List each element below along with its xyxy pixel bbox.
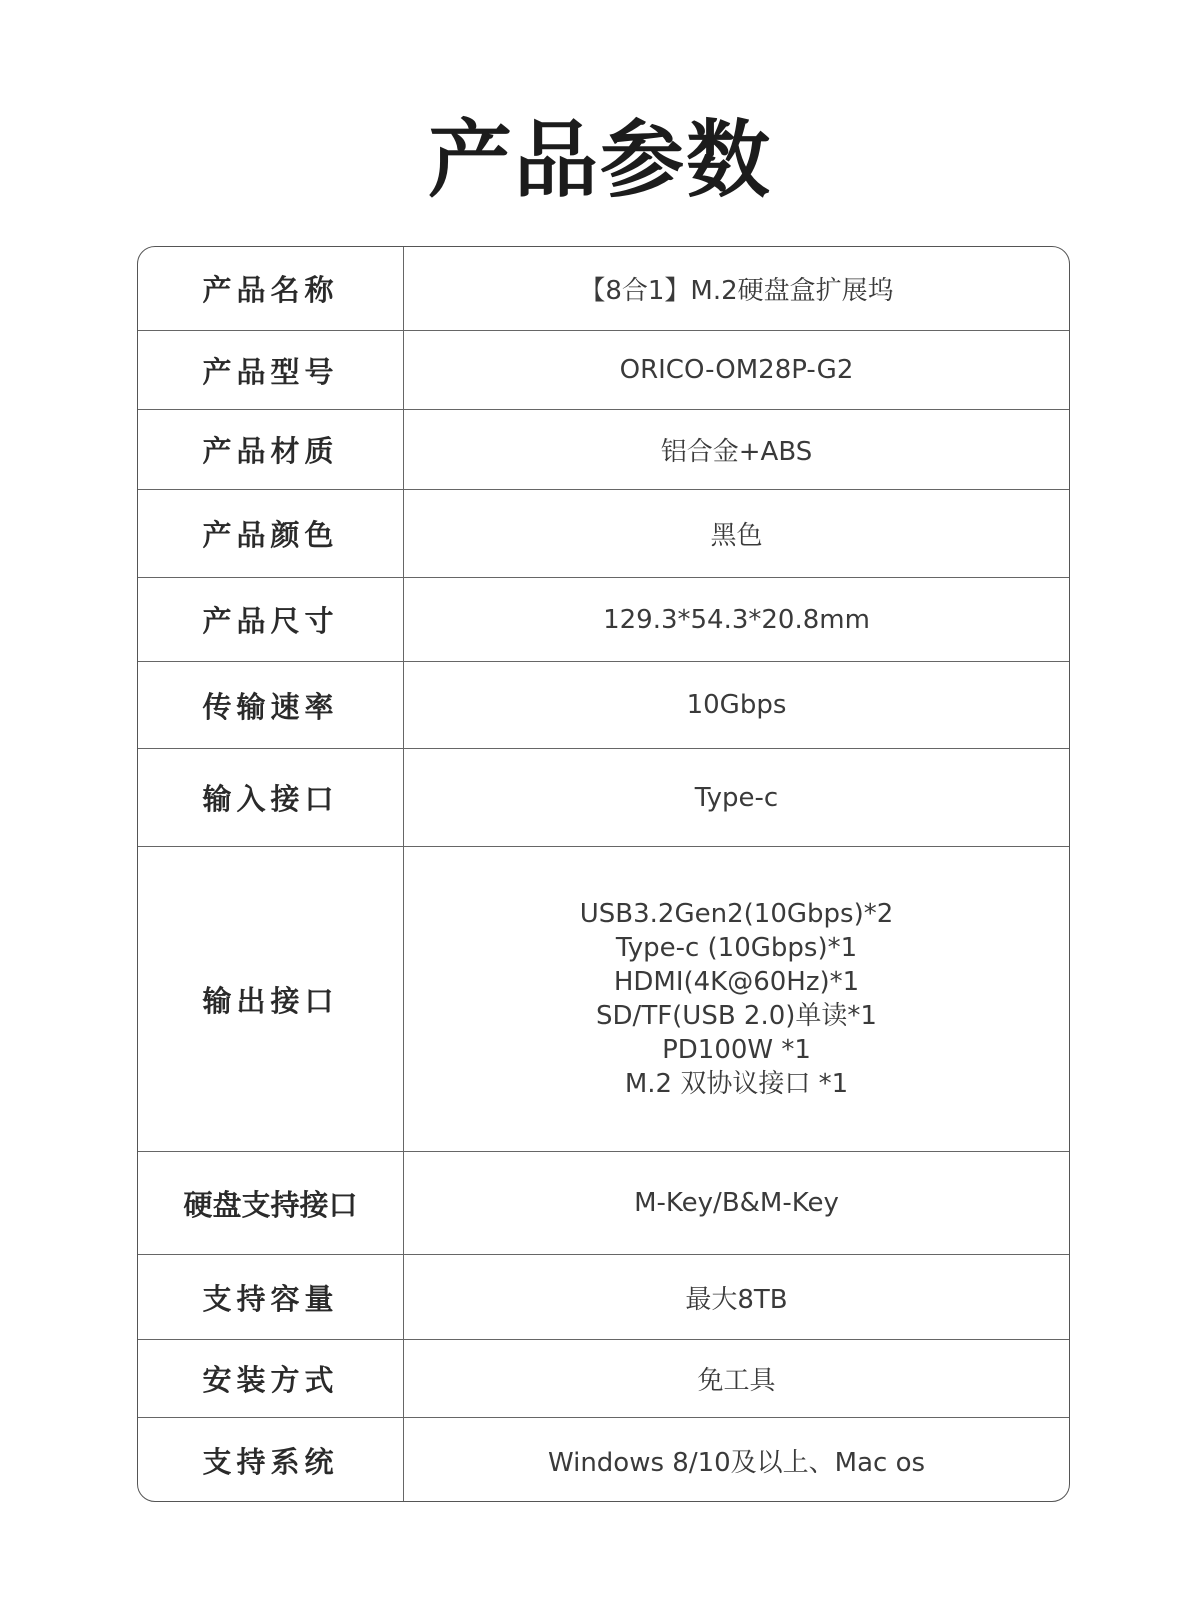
output-port-item: PD100W *1	[662, 1035, 811, 1065]
spec-label: 产品颜色	[138, 490, 404, 577]
spec-label: 输出接口	[138, 847, 404, 1151]
spec-value: 最大8TB	[685, 1284, 788, 1315]
spec-label: 硬盘支持接口	[138, 1152, 404, 1254]
table-row	[138, 331, 1069, 410]
table-row	[138, 662, 1069, 749]
spec-label: 传输速率	[138, 662, 404, 748]
table-row	[138, 1255, 1069, 1340]
spec-value: 10Gbps	[686, 690, 787, 720]
spec-value: 免工具	[697, 1366, 776, 1396]
spec-label: 产品尺寸	[138, 578, 404, 661]
table-row	[138, 410, 1069, 490]
output-port-item: Type-c (10Gbps)*1	[615, 933, 858, 963]
output-port-item: HDMI(4K@60Hz)*1	[613, 967, 860, 997]
table-row	[138, 578, 1069, 662]
spec-value: 129.3*54.3*20.8mm	[603, 604, 870, 635]
spec-value: ORICO-OM28P-G2	[619, 355, 854, 385]
spec-label: 支持系统	[138, 1418, 404, 1502]
spec-value: M-Key/B&M-Key	[634, 1188, 839, 1218]
spec-value: 【8合1】M.2硬盘盒扩展坞	[579, 276, 894, 306]
output-port-item: M.2 双协议接口 *1	[624, 1069, 849, 1099]
table-row	[138, 1152, 1069, 1255]
table-row	[138, 847, 1069, 1152]
table-row	[138, 490, 1069, 578]
spec-label: 安装方式	[138, 1340, 404, 1417]
spec-value: Windows 8/10及以上、Mac os	[547, 1448, 926, 1478]
spec-label: 产品名称	[138, 247, 404, 330]
table-row	[138, 247, 1069, 331]
page-title: 产品参数	[427, 111, 772, 209]
output-port-list	[580, 897, 894, 1101]
table-row	[138, 1340, 1069, 1418]
spec-label: 产品材质	[138, 410, 404, 489]
spec-value: 黑色	[710, 521, 763, 551]
output-port-item: USB3.2Gen2(10Gbps)*2	[579, 899, 894, 929]
spec-value: Type-c	[694, 782, 779, 813]
spec-value	[404, 847, 1069, 1151]
spec-table	[137, 246, 1070, 1502]
spec-label: 产品型号	[138, 331, 404, 409]
output-port-item: SD/TF(USB 2.0)单读*1	[596, 1001, 877, 1031]
spec-label: 输入接口	[138, 749, 404, 846]
table-row	[138, 1418, 1069, 1502]
table-row	[138, 749, 1069, 847]
spec-value: 铝合金+ABS	[660, 437, 813, 467]
spec-label: 支持容量	[138, 1255, 404, 1339]
